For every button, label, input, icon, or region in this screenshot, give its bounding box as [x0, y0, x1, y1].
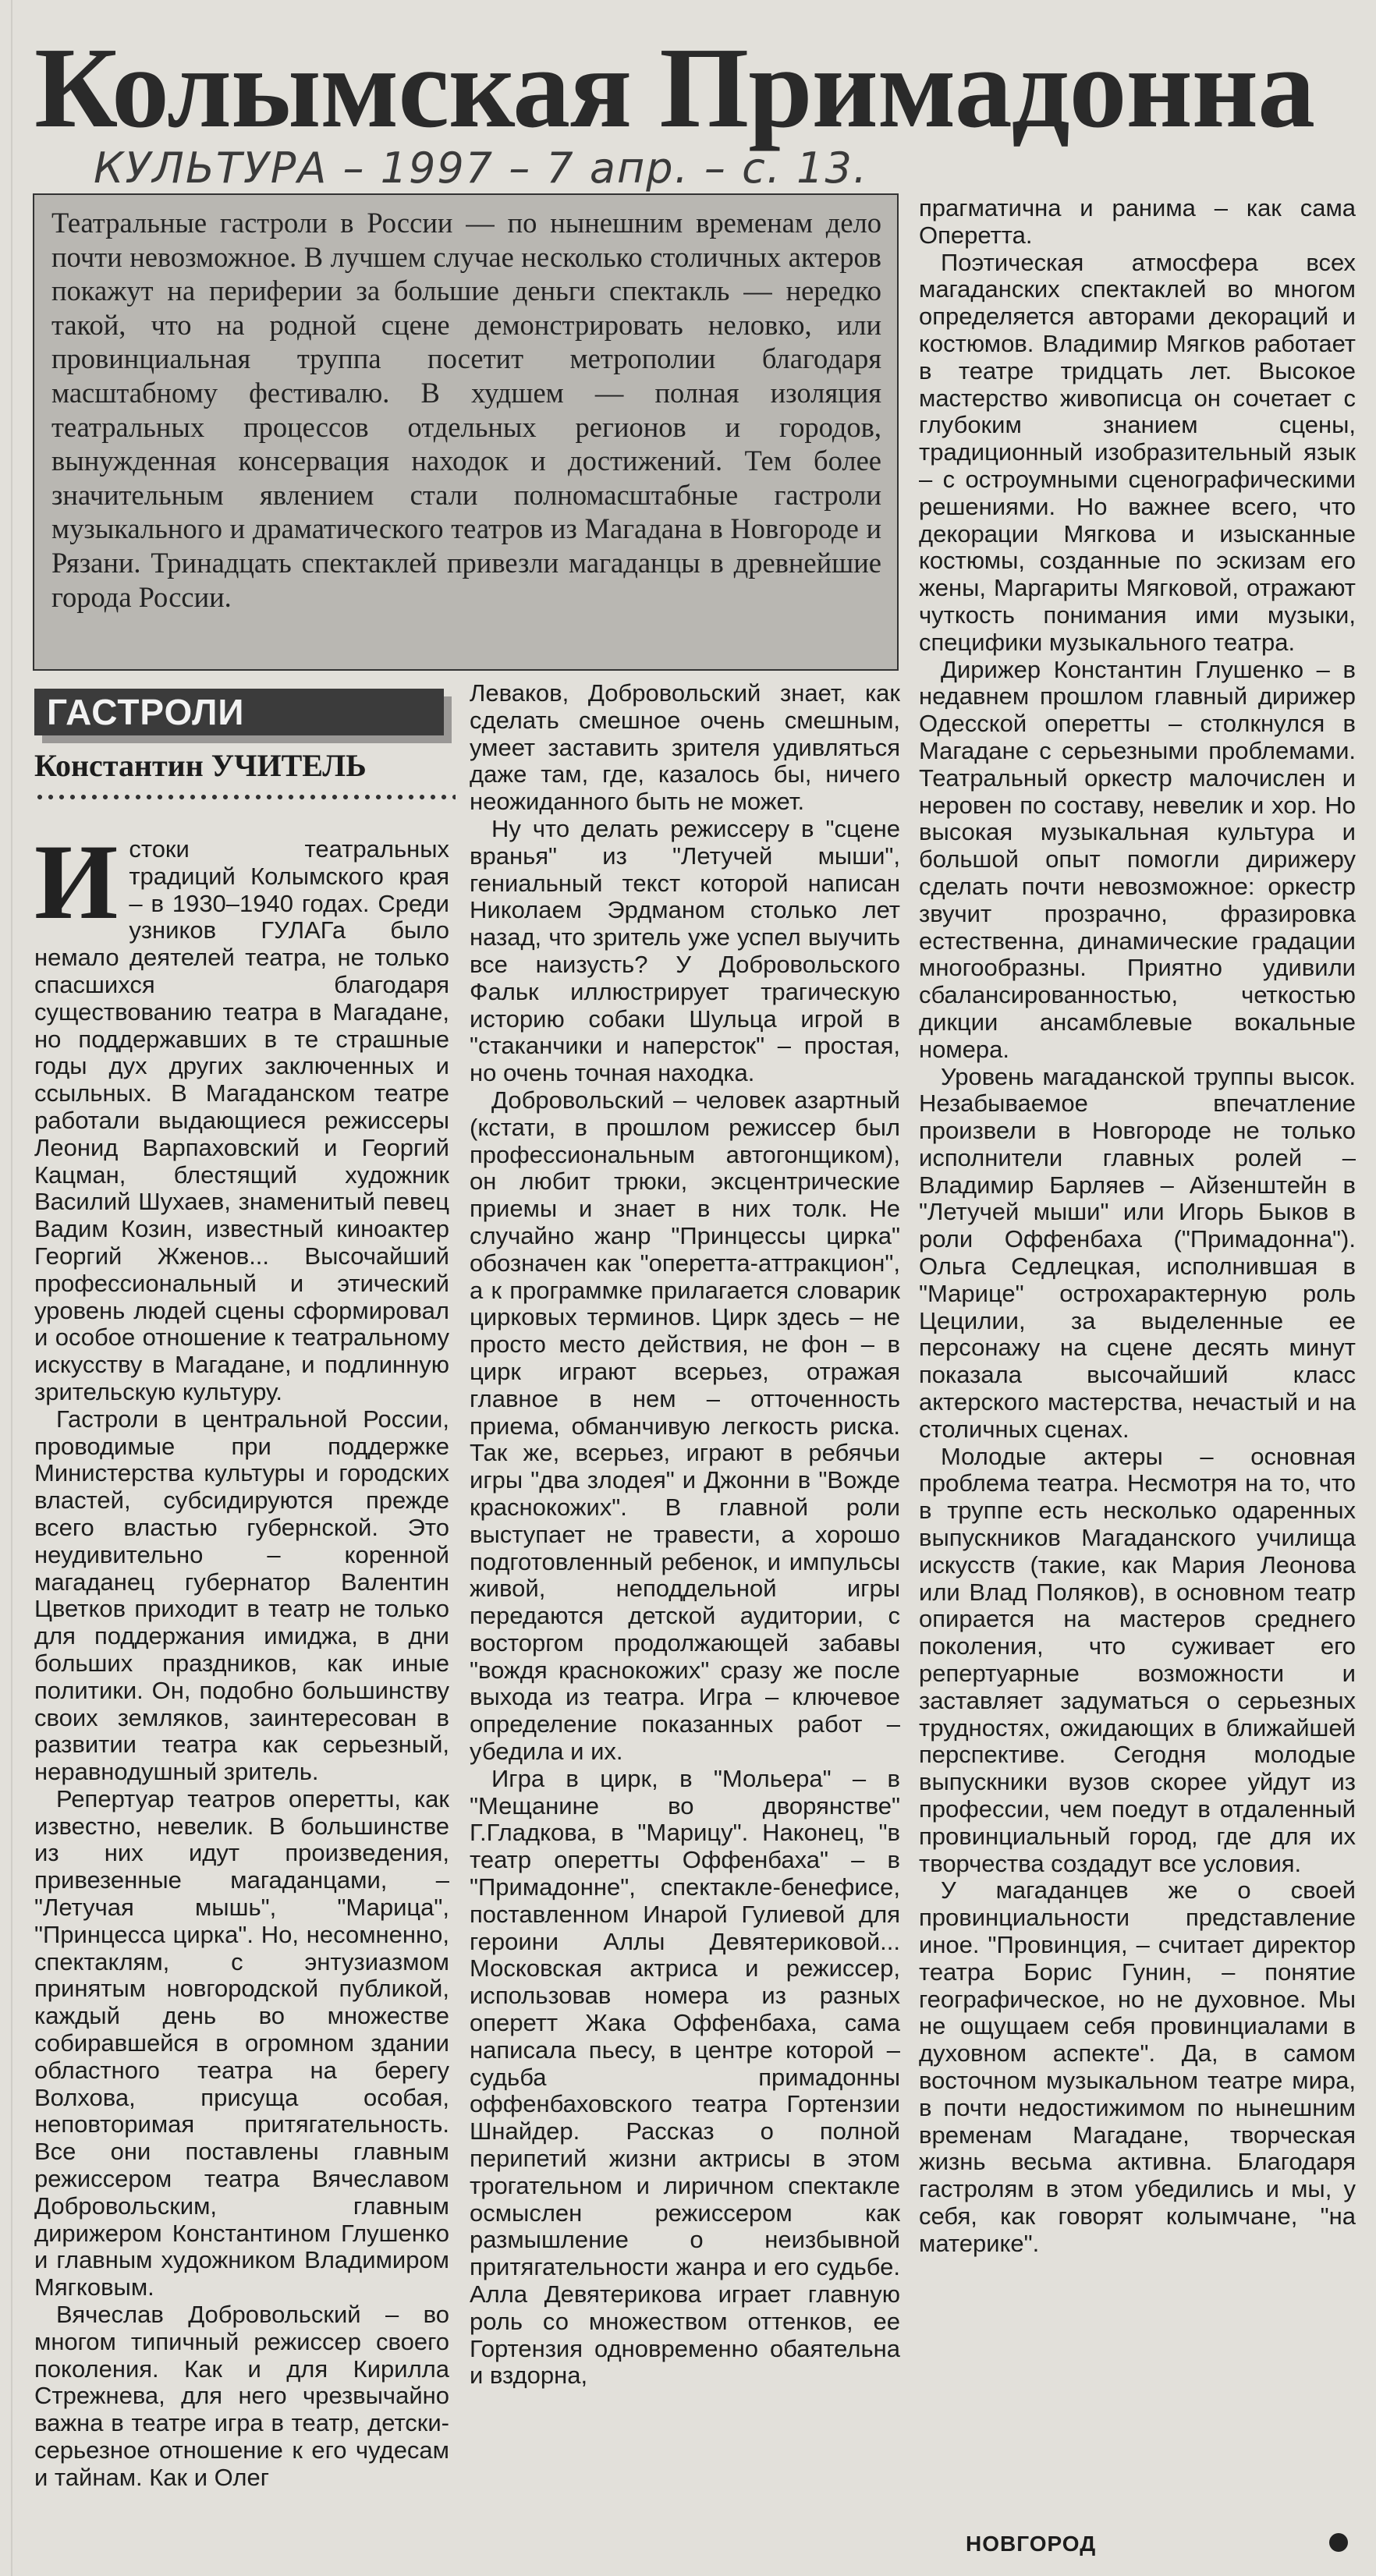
- column-paragraph: Вячеслав Добровольский – во многом типичный режиссер своего поколения. Как и для Кирилла Стрежнева, для него чрезвычайно важна в театре игра в театр, детски-серьезное отношение к его чудесам и тайнам. Как и Олег: [34, 2301, 449, 2491]
- column-paragraph: Добровольский – человек азартный (кстати, в прошлом режиссер был профессиональным автогонщиком), он любит трюки, эксцентрические приемы и знает в них толк. Не случайно жанр "Принцессы цирка" обозначен как "оперетта-аттракцион", а к программке прилагается словарик цирковых терминов. Цирк здесь – не просто место действия, не фон – в цирк играют всерьез, отражая главное в нем – отточенность приема, обманчивую легкость риска. Так же, всерьез, играют в ребячьи игры "два злодея" и Джонни в "Вожде краснокожих". В главной роли выступает не травести, а хорошо подготовленный ребенок, и импульсы живой, неподдельной игры передаются детской аудитории, с восторгом продолжающей забавы "вождя краснокожих" сразу же после выхода из театра. Игра – ключевое определение показанных работ – убедила и их.: [470, 1086, 900, 1766]
- end-mark-icon: [1329, 2533, 1348, 2552]
- column-paragraph: Гастроли в центральной России, проводимые при поддержке Министерства культуры и городских властей, субсидируются прежде всего властью губернской. Это неудивительно – коренной магаданец губернатор Валентин Цветков приходит в театр не только для поддержания имиджа, в дни больших праздников, как иные политики. Он, подобно большинству своих земляков, заинтересован в развитии театра как серьезный, неравнодушный зритель.: [34, 1405, 449, 1786]
- column-paragraph: прагматична и ранима – как сама Оперетта.: [919, 194, 1356, 249]
- article-headline: Колымская Примадонна: [34, 24, 1315, 152]
- lead-box: [33, 193, 899, 671]
- column-paragraph: У магаданцев же о своей провинциальности представление иное. "Провинция, – считает директор театра Борис Гунин, – понятие географическое, но не духовное. Мы не ощущаем себя провинциалами в духовном аспекте". Да, в самом восточном музыкальном театре мира, в почти недостижимом по нынешним временам Магадане, творческая жизнь весьма активна. Благодаря гастролям в этом убедились и мы, у себя, как говорят колымчане, "на материке".: [919, 1876, 1356, 2257]
- text-column-2: [470, 680, 900, 2390]
- column-paragraph: Репертуар театров оперетты, как известно, невелик. В большинстве из них идут произведения, привезенные магаданцами, – "Летучая мышь", "Марица", "Принцесса цирка". Но, несомненно, спектаклям, с энтузиазмом принятым новгородской публикой, каждый день во множестве собиравшейся в огромном здании областного театра на берегу Волхова, присуща особая, неповторимая притягательность. Все они поставлены главным режиссером театра Вячеславом Добровольским, главным дирижером Константином Глушенко и главным художником Владимиром Мягковым.: [34, 1784, 449, 2301]
- column-paragraph: Уровень магаданской труппы высок. Незабываемое впечатление произвели в Новгороде не только исполнители главных ролей – Владимир Барляев – Айзенштейн в "Летучей мыши" или Игорь Быков в роли Оффенбаха ("Примадонна"). Ольга Седлецкая, исполнившая в "Марице" острохарактерную роль Цецилии, за выделенные ее персонажу на сцене десять минут показала высочайший класс актерского мастерства, нечастый и на столичных сценах.: [919, 1062, 1356, 1443]
- drop-cap: И: [34, 822, 119, 941]
- scan-edge: [11, 0, 12, 2576]
- column-paragraph: Поэтическая атмосфера всех магаданских спектаклей во многом определяется авторами декораций и костюмов. Владимир Мягков работает в театре тридцать лет. Высокое мастерство живописца он сочетает с глубоким знанием сцены, традиционный изобразительный язык – с остроумными сценографическими решениями. Но важнее всего, что декорации Мягкова и изысканные костюмы, созданные по эскизам его жены, Маргариты Мягковой, отражают чуткость понимания ими музыки, специфики музыкального театра.: [919, 248, 1356, 656]
- author-byline: Константин УЧИТЕЛЬ: [34, 748, 367, 783]
- column-paragraph: Истоки театральных традиций Колымского края – в 1930–1940 годах. Среди узников ГУЛАГа было немало деятелей театра, не только спасшихся благодаря существованию театра в Магадане, но поддержавших в те страшные годы дух других заключенных и ссыльных. В Магаданском театре работали выдающиеся режиссеры Леонид Варпаховский и Георгий Кацман, блестящий художник Василий Шухаев, знаменитый певец Вадим Козин, известный киноактер Георгий Жженов... Высочайший профессиональный и этический уровень людей сцены сформировал и особое отношение к театральному искусству в Магадане, и подлинную зрительскую культуру.: [34, 822, 449, 1405]
- column-paragraph: Молодые актеры – основная проблема театра. Несмотря на то, что в труппе есть несколько одаренных выпускников Магаданского училища искусств (такие, как Мария Леонова или Влад Поляков), в основном театр опирается на мастеров среднего поколения, что суживает его репертуарные возможности и заставляет задуматься о серьезных трудностях, ожидающих в ближайшей перспективе. Сегодня молодые выпускники вузов скорее уйдут из профессии, чем поедут в отдаленный провинциальный город, где для их творчества создадут все условия.: [919, 1442, 1356, 1877]
- rubric-label: ГАСТРОЛИ: [34, 689, 444, 735]
- text-column-3: [919, 195, 1356, 2258]
- text-column-1: [34, 822, 449, 2492]
- handwritten-source-note: КУЛЬТУРА – 1997 – 7 апр. – с. 13.: [94, 144, 868, 193]
- dateline-signoff: НОВГОРОД: [966, 2532, 1097, 2556]
- column-paragraph: Дирижер Константин Глушенко – в недавнем прошлом главный дирижер Одесской оперетты – столкнулся в Магадане с серьезными проблемами. Театральный оркестр малочислен и неровен по составу, невелик и хор. Но высокая музыкальная культура и большой опыт помогли дирижеру сделать почти невозможное: оркестр звучит прозрачно, фразировка естественна, динамические градации многообразны. Приятно удивили сбалансированностью, четкостью дикции ансамблевые вокальные номера.: [919, 655, 1356, 1063]
- column-paragraph: Леваков, Добровольский знает, как сделать смешное очень смешным, умеет заставить зрителя удивляться даже там, где, казалось бы, ничего неожиданного быть не может.: [470, 679, 900, 816]
- lead-paragraph: Театральные гастроли в России — по нынешним временам дело почти невозможное. В лучшем случае несколько столичных актеров покажут на периферии за большие деньги спектакль — нередко такой, что на родной сцене демонстрировать неловко, или провинциальная труппа посетит метрополии благодаря масштабному фестивалю. В худшем — полная изоляция театральных процессов отдельных регионов и городов, вынужденная консервация находок и достижений. Тем более значительным явлением стали полномасштабные гастроли музыкального и драматического театров из Магадана в Новгороде и Рязани. Тринадцать спектаклей привезли магаданцы в древнейшие города России.: [51, 207, 881, 613]
- column-paragraph: Игра в цирк, в "Мольера" – в "Мещанине во дворянстве" Г.Гладкова, в "Марицу". Наконец, "в театр оперетты Оффенбаха" – в "Примадонне", спектакле-бенефисе, поставленном Инарой Гулиевой для героини Аллы Девятериковой... Московская актриса и режиссер, использовав номера из разных оперетт Жака Оффенбаха, сама написала пьесу, в центре которой – судьба примадонны оффенбаховского театра Гортензии Шнайдер. Рассказ о полной перипетий жизни актрисы в этом трогательном и лиричном спектакле осмыслен режиссером как размышление о неизбывной притягательности жанра и его судьбе. Алла Девятерикова играет главную роль со множеством оттенков, ее Гортензия одновременно обаятельна и вздорна,: [470, 1764, 900, 2390]
- dotted-divider: [34, 794, 456, 800]
- column-paragraph: Ну что делать режиссеру в "сцене вранья" из "Летучей мыши", гениальный текст которой написан Николаем Эрдманом столько лет назад, что зритель уже успел выучить все наизусть? У Добровольского Фальк иллюстрирует трагическую историю собаки Шульца игрой в "стаканчики и наперсток" – простая, но очень точная находка.: [470, 814, 900, 1087]
